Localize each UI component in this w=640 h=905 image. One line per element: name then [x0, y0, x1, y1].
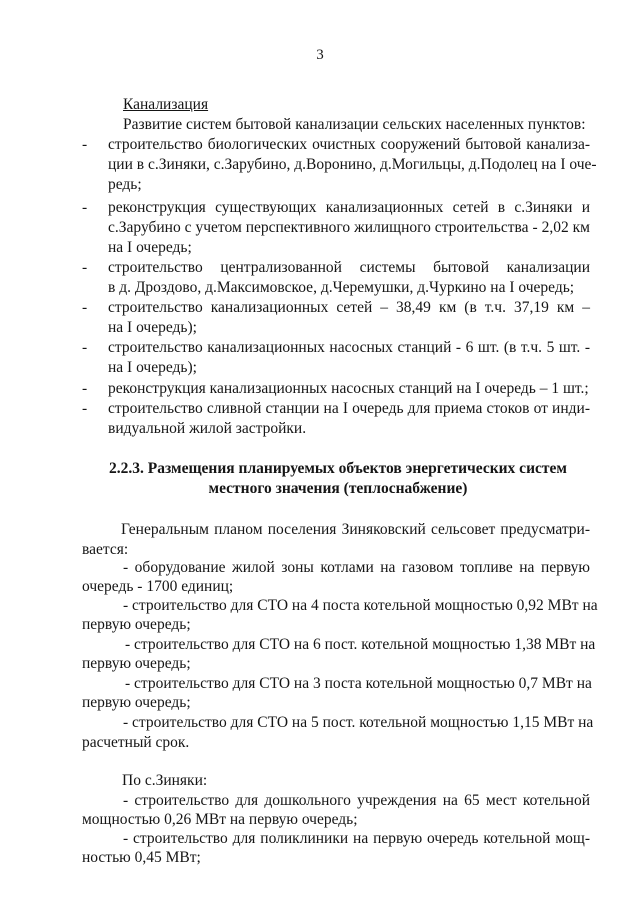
bullet-dash: - [82, 400, 88, 417]
section-title-sewerage: Канализация [123, 96, 209, 113]
list-item-line: первую очередь; [82, 694, 191, 711]
bullet-dash: - [82, 136, 88, 153]
list-item-line: строительство канализационных сетей – 38,49 км (в т.ч. 37,19 км – [108, 299, 590, 316]
list-item-line: реконструкция существующих канализационных сетей в с.Зиняки и [108, 199, 590, 216]
list-item-line: - строительство для СТО на 3 поста котельной мощностью 0,7 МВт на [125, 675, 592, 692]
list-item-line: - строительство для СТО на 4 поста котельной мощностью 0,92 МВт на [123, 597, 598, 614]
list-item-line: ностью 0,45 МВт; [82, 849, 201, 866]
list-item-line: очередь - 1700 единиц; [82, 578, 234, 595]
list-item-line: на I очередь); [108, 319, 197, 336]
list-item-line: строительство сливной станции на I очередь для приема стоков от инди- [108, 400, 590, 417]
list-item-line: видуальной жилой застройки. [108, 420, 307, 437]
bullet-dash: - [82, 259, 88, 276]
list-item-line: расчетный срок. [82, 734, 190, 751]
list-item-line: с.Зарубино с учетом перспективного жилищного строительства - 2,02 км [108, 219, 590, 236]
page-number: 3 [316, 47, 324, 63]
bullet-dash: - [82, 199, 88, 216]
list-item-line: на I очередь; [108, 239, 192, 256]
list-item-line: реконструкция канализационных насосных станций на I очередь – 1 шт.; [108, 380, 589, 397]
list-item-line: мощностью 0,26 МВт на первую очередь; [82, 811, 358, 828]
list-item-line: строительство централизованной системы бытовой канализации [108, 259, 590, 276]
paragraph-line: вается: [82, 541, 129, 558]
list-item-line: в д. Дроздово, д.Максимовское, д.Черемушки, д.Чуркино на I очередь; [108, 279, 575, 296]
bullet-dash: - [82, 339, 88, 356]
subsection-title-zinyaki: По с.Зиняки: [122, 772, 208, 789]
list-item-line: строительство биологических очистных сооружений бытовой канализа- [108, 136, 590, 153]
list-item-line: строительство канализационных насосных станций - 6 шт. (в т.ч. 5 шт. - [108, 339, 590, 356]
list-item-line: первую очередь; [82, 616, 191, 633]
bullet-dash: - [82, 380, 88, 397]
list-item-line: - строительство для поликлиники на первую очередь котельной мощ- [123, 830, 590, 847]
bullet-dash: - [82, 299, 88, 316]
sewerage-intro: Развитие систем бытовой канализации сельских населенных пунктов: [123, 116, 586, 133]
list-item-line: - оборудование жилой зоны котлами на газовом топливе на первую [123, 559, 590, 576]
list-item-line: первую очередь; [82, 655, 191, 672]
list-item-line: - строительство для дошкольного учреждения на 65 мест котельной [123, 792, 590, 809]
list-item-line: редь; [108, 176, 142, 193]
paragraph-line: Генеральным планом поселения Зиняковский сельсовет предусматри- [121, 521, 590, 538]
list-item-line: - строительство для СТО на 5 пост. котельной мощностью 1,15 МВт на [123, 714, 594, 731]
list-item-line: на I очередь); [108, 359, 197, 376]
section-heading-line1: 2.2.3. Размещения планируемых объектов энергетических систем [109, 460, 567, 477]
list-item-line: ции в с.Зиняки, с.Зарубино, д.Воронино, д.Могильцы, д.Подолец на I оче- [108, 156, 597, 173]
section-heading-line2: местного значения (теплоснабжение) [208, 480, 468, 497]
list-item-line: - строительство для СТО на 6 пост. котельной мощностью 1,38 МВт на [125, 636, 596, 653]
